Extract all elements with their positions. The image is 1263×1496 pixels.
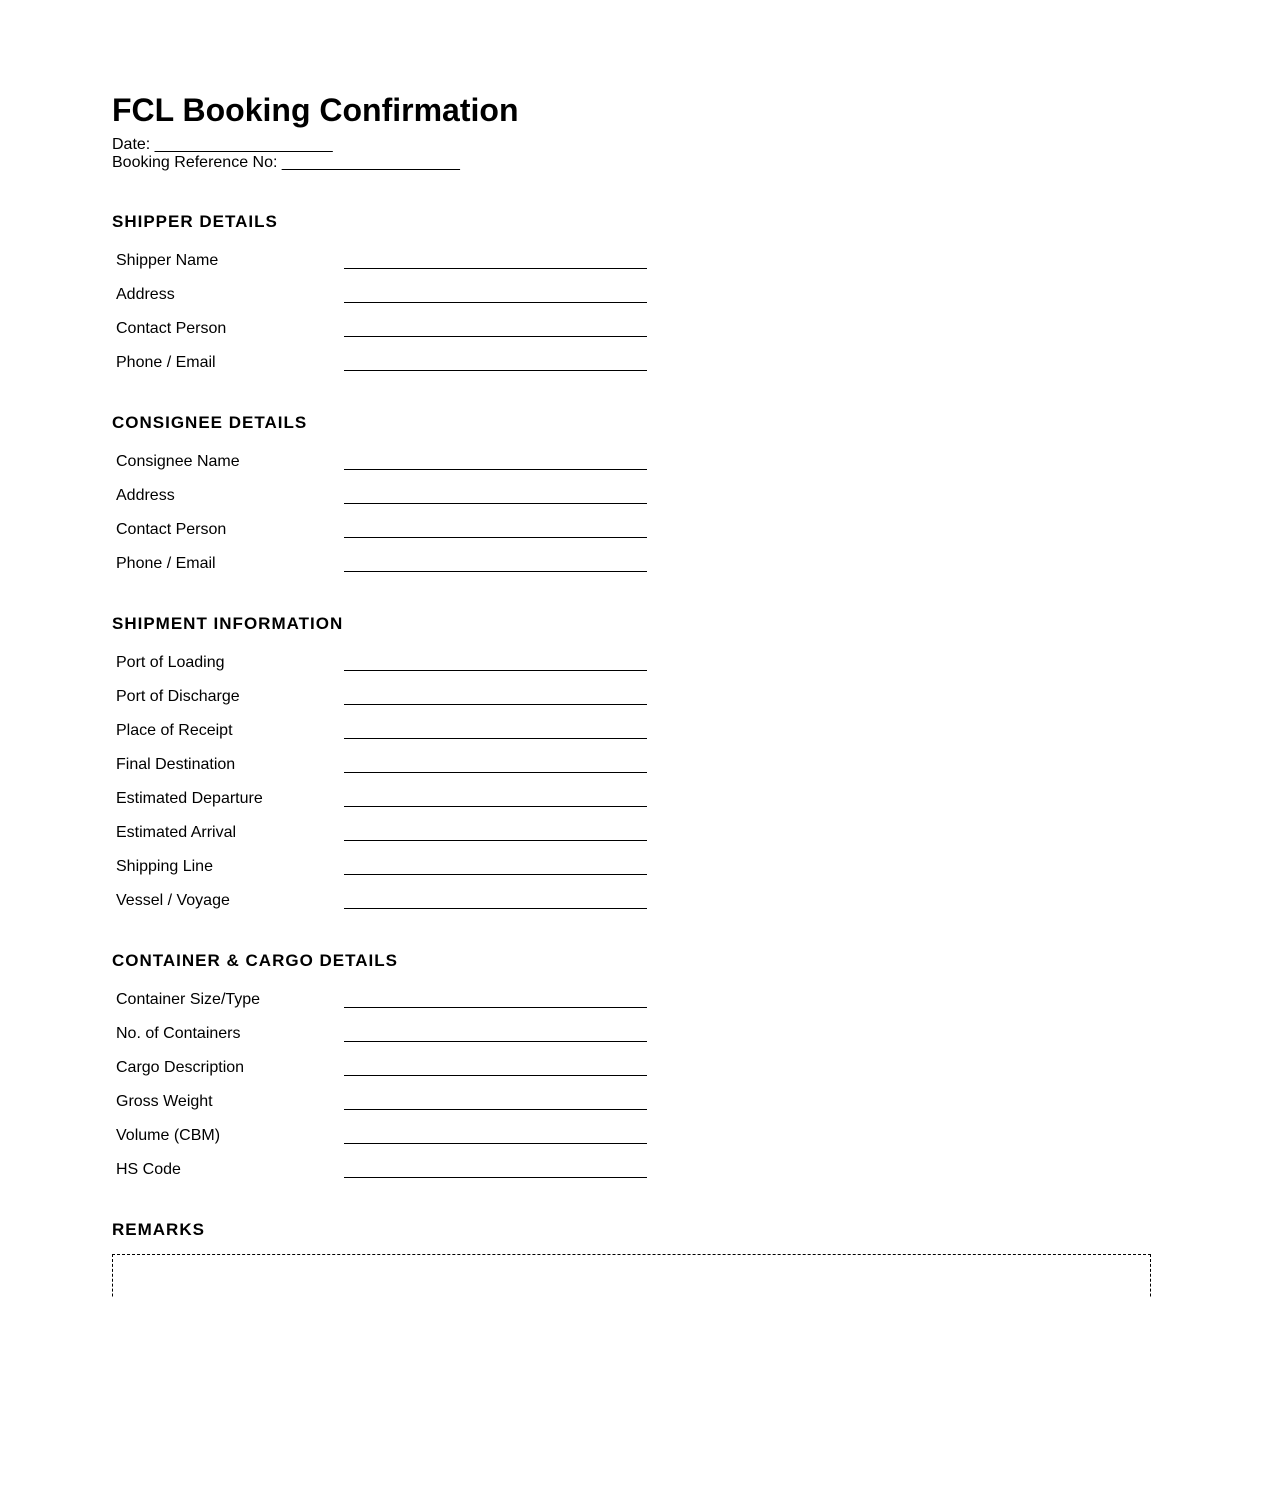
container-cargo-section <box>112 951 1151 1194</box>
date-field[interactable]: Date: ____________________ <box>112 136 333 153</box>
page-title: FCL Booking Confirmation <box>112 92 519 128</box>
booking-reference-field[interactable]: Booking Reference No: ____________________ <box>112 154 460 171</box>
field-label: Port of Loading <box>116 654 225 671</box>
container-size-type-input[interactable] <box>344 1007 647 1008</box>
cargo-description-input[interactable] <box>344 1075 647 1076</box>
consignee-phone-email-input[interactable] <box>344 571 647 572</box>
consignee-contact-input[interactable] <box>344 537 647 538</box>
section-title: SHIPPER DETAILS <box>112 212 278 231</box>
consignee-name-input[interactable] <box>344 469 647 470</box>
consignee-address-input[interactable] <box>344 503 647 504</box>
section-title: CONTAINER & CARGO DETAILS <box>112 951 398 970</box>
section-title: SHIPMENT INFORMATION <box>112 614 344 633</box>
shipping-line-input[interactable] <box>344 874 647 875</box>
field-label: Phone / Email <box>116 354 216 371</box>
form-row <box>112 1092 1151 1126</box>
form-row <box>112 857 1151 891</box>
shipper-name-input[interactable] <box>344 268 647 269</box>
field-label: Shipping Line <box>116 858 213 875</box>
field-label: Volume (CBM) <box>116 1127 221 1144</box>
field-label: Cargo Description <box>116 1059 245 1076</box>
field-label: Place of Receipt <box>116 722 233 739</box>
form-row <box>112 687 1151 721</box>
form-row <box>112 452 1151 486</box>
form-row <box>112 891 1151 925</box>
remarks-textarea[interactable] <box>112 1254 1151 1298</box>
port-of-loading-input[interactable] <box>344 670 647 671</box>
section-title: CONSIGNEE DETAILS <box>112 413 308 432</box>
form-row <box>112 721 1151 755</box>
port-of-discharge-input[interactable] <box>344 704 647 705</box>
shipper-address-input[interactable] <box>344 302 647 303</box>
form-row <box>112 823 1151 857</box>
field-label: Vessel / Voyage <box>116 892 230 909</box>
remarks-section <box>112 1220 1151 1240</box>
form-row <box>112 251 1151 285</box>
form-row <box>112 1126 1151 1160</box>
form-row <box>112 990 1151 1024</box>
field-label: Address <box>116 286 175 303</box>
field-label: Contact Person <box>116 320 227 337</box>
field-label: Estimated Departure <box>116 790 263 807</box>
field-label: Shipper Name <box>116 252 219 269</box>
shipper-contact-input[interactable] <box>344 336 647 337</box>
field-label: Port of Discharge <box>116 688 240 705</box>
section-title: REMARKS <box>112 1220 205 1239</box>
estimated-departure-input[interactable] <box>344 806 647 807</box>
form-row <box>112 285 1151 319</box>
number-of-containers-input[interactable] <box>344 1041 647 1042</box>
form-row <box>112 1024 1151 1058</box>
form-row <box>112 353 1151 387</box>
form-row <box>112 319 1151 353</box>
form-row <box>112 1058 1151 1092</box>
field-label: HS Code <box>116 1161 181 1178</box>
consignee-details-section <box>112 413 1151 588</box>
form-row <box>112 789 1151 823</box>
field-label: Contact Person <box>116 521 227 538</box>
shipper-details-section <box>112 212 1151 387</box>
field-label: Address <box>116 487 175 504</box>
vessel-voyage-input[interactable] <box>344 908 647 909</box>
field-label: Consignee Name <box>116 453 240 470</box>
field-label: Final Destination <box>116 756 236 773</box>
final-destination-input[interactable] <box>344 772 647 773</box>
shipment-information-section <box>112 614 1151 925</box>
field-label: No. of Containers <box>116 1025 241 1042</box>
place-of-receipt-input[interactable] <box>344 738 647 739</box>
field-label: Estimated Arrival <box>116 824 237 841</box>
volume-cbm-input[interactable] <box>344 1143 647 1144</box>
field-label: Phone / Email <box>116 555 216 572</box>
field-label: Gross Weight <box>116 1093 213 1110</box>
hs-code-input[interactable] <box>344 1177 647 1178</box>
form-row <box>112 554 1151 588</box>
form-row <box>112 755 1151 789</box>
form-row <box>112 1160 1151 1194</box>
gross-weight-input[interactable] <box>344 1109 647 1110</box>
field-label: Container Size/Type <box>116 991 261 1008</box>
booking-form-page <box>112 0 1151 1298</box>
shipper-phone-email-input[interactable] <box>344 370 647 371</box>
form-row <box>112 653 1151 687</box>
form-row <box>112 520 1151 554</box>
estimated-arrival-input[interactable] <box>344 840 647 841</box>
form-row <box>112 486 1151 520</box>
